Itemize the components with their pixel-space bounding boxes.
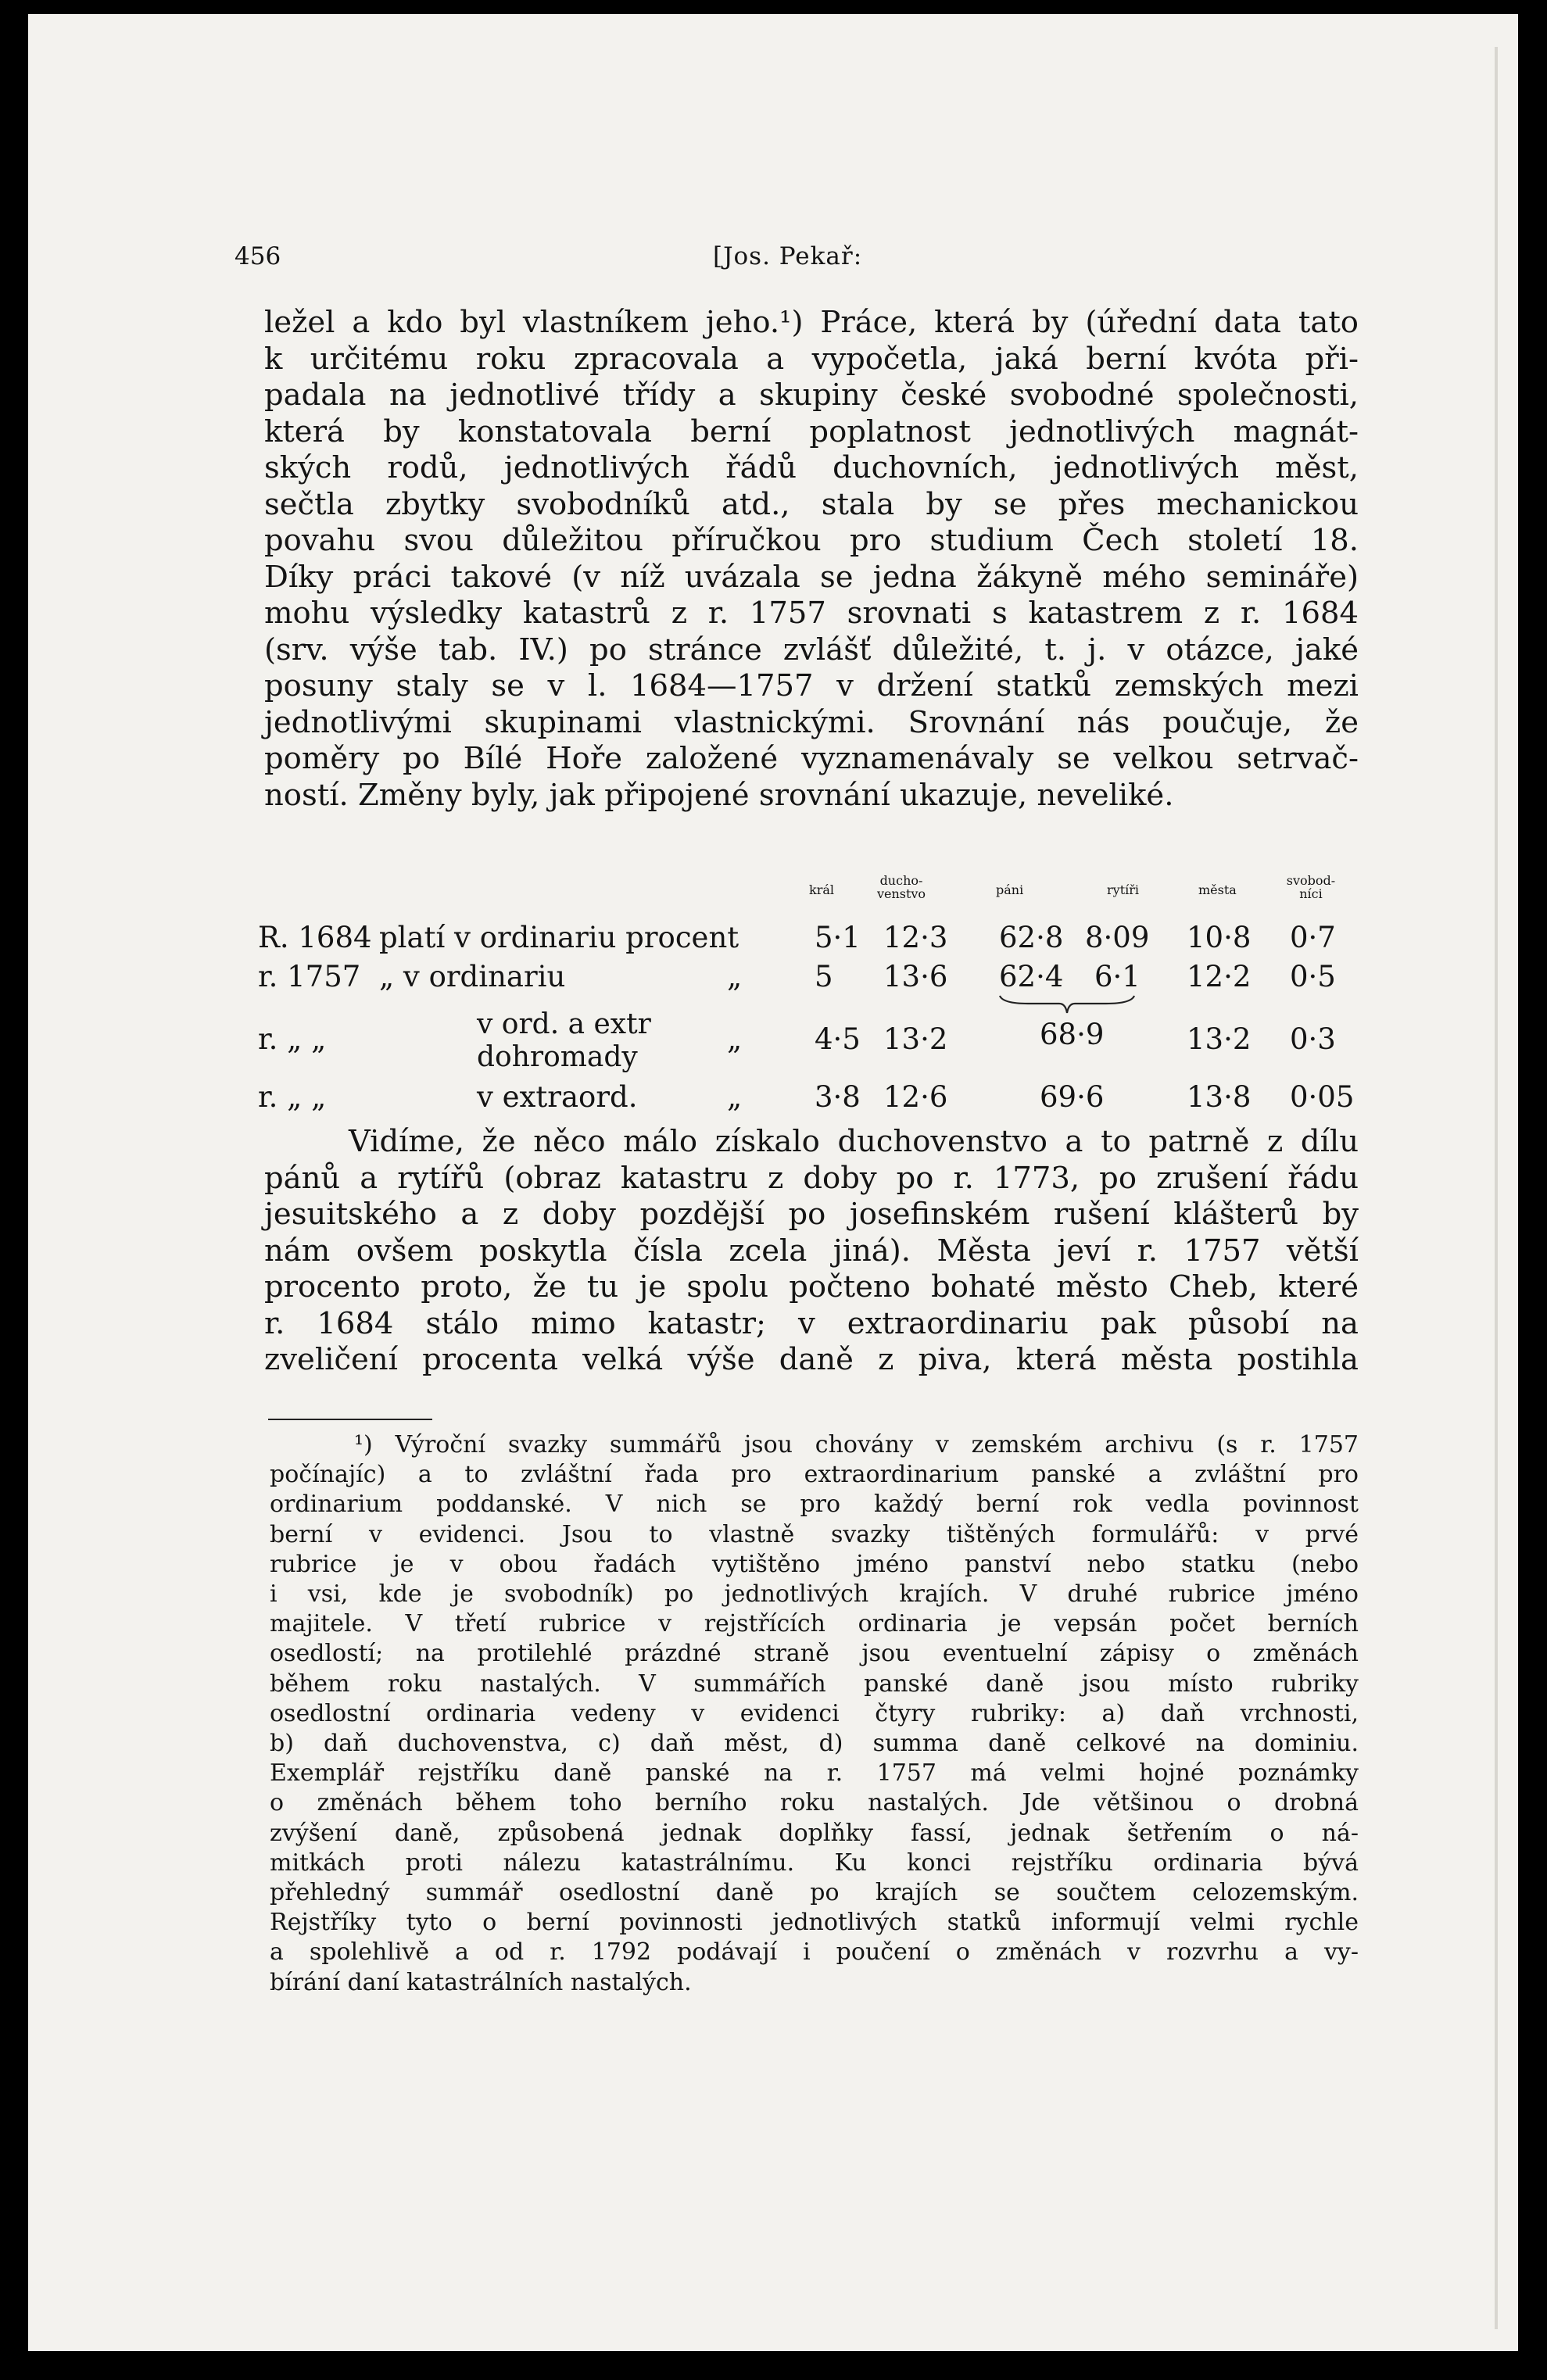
- row-ditto: „: [727, 1080, 743, 1114]
- text-line: povahu svou důležitou příručkou pro studium Čech století 18.: [264, 523, 1359, 558]
- footnote-line: počínajíc) a to zvláštní řada pro extraordinarium panské a zvláštní pro: [270, 1461, 1359, 1489]
- text-line: r. 1684 stálo mimo katastr; v extraordinariu pak působí na: [264, 1305, 1359, 1341]
- col-header-duchovenstvo: ducho-venstvo: [876, 873, 926, 901]
- cell: 3·8: [815, 1080, 861, 1114]
- cell: 0·3: [1290, 1022, 1336, 1056]
- row-label: v extraord.: [477, 1080, 638, 1114]
- page-header: [235, 242, 1352, 274]
- row-ditto: „: [727, 960, 743, 993]
- merge-brace: [997, 993, 1137, 1016]
- row-year: r. „ „: [258, 1022, 327, 1056]
- footnote-line: b) daň duchovenstva, c) daň měst, d) summa daně celkové na dominiu.: [270, 1730, 1359, 1758]
- cell: 10·8: [1187, 921, 1252, 954]
- text-line: pánů a rytířů (obraz katastru z doby po r. 1773, po zrušení řádu: [264, 1160, 1359, 1196]
- text-line: Vidíme, že něco málo získalo duchovenstvo a to patrně z dílu: [349, 1124, 1359, 1159]
- row-year: r. 1757: [258, 960, 361, 993]
- cell: 5·1: [815, 921, 861, 954]
- footnote-line: bírání daní katastrálních nastalých.: [270, 1968, 692, 1996]
- text-line: ských rodů, jednotlivých řádů duchovních, jednotlivých měst,: [264, 450, 1359, 485]
- footnote-line: přehledný summář osedlostní daně po krajích se součtem celozemským.: [270, 1879, 1359, 1907]
- footnote-line: majitele. V třetí rubrice v rejstřících ordinaria je vepsán počet berních: [270, 1610, 1359, 1638]
- table-row: [258, 1008, 1360, 1079]
- cell: 8·09: [1085, 921, 1150, 954]
- row-year: R. 1684: [258, 921, 372, 954]
- footnote-line: i vsi, kde je svobodník) po jednotlivých krajích. V druhé rubrice jméno: [270, 1580, 1359, 1609]
- col-header-pani: páni: [996, 882, 1024, 897]
- table-row: [258, 960, 1360, 994]
- cell: 62·8: [999, 921, 1064, 954]
- text-line: mohu výsledky katastrů z r. 1757 srovnati s katastrem z r. 1684: [264, 596, 1359, 631]
- cell: 13·8: [1187, 1080, 1252, 1114]
- cell: 6·1: [1094, 960, 1141, 993]
- footnote-line: během roku nastalých. V summářích panské daně jsou místo rubriky: [270, 1670, 1359, 1698]
- cell: 0·05: [1290, 1080, 1355, 1114]
- text-line: sečtla zbytky svobodníků atd., stala by se přes mechanickou: [264, 486, 1359, 522]
- footnote-rule: [268, 1419, 432, 1420]
- page-number: 456: [235, 242, 281, 270]
- col-header-rytiri: rytíři: [1107, 882, 1139, 897]
- cell: 4·5: [815, 1022, 861, 1056]
- text-line: ležel a kdo byl vlastníkem jeho.¹) Práce, která by (úřední data tato: [264, 305, 1359, 340]
- page-edge: [1495, 47, 1498, 2329]
- text-line: která by konstatovala berní poplatnost jednotlivých magnát-: [264, 413, 1359, 449]
- row-label: „ v ordinariu: [379, 960, 566, 993]
- col-header-mesta: města: [1198, 882, 1237, 897]
- col-header-svobodnici: svobod-níci: [1286, 873, 1336, 901]
- col-header-kral: král: [809, 882, 834, 897]
- cell: 12·2: [1187, 960, 1252, 993]
- footnote-line: osedlostní ordinaria vedeny v evidenci čtyry rubriky: a) daň vrchnosti,: [270, 1699, 1359, 1727]
- footnote-line: berní v evidenci. Jsou to vlastně svazky tištěných formulářů: v prvé: [270, 1520, 1359, 1548]
- paragraph-2: [264, 1124, 1359, 1379]
- cell: 68·9: [1040, 1018, 1105, 1051]
- cell: 13·2: [1187, 1022, 1252, 1056]
- footnote-line: Exemplář rejstříku daně panské na r. 1757 má velmi hojné poznámky: [270, 1759, 1359, 1788]
- text-line: jesuitského a z doby pozdější po josefinském rušení klášterů by: [264, 1197, 1359, 1232]
- cell: 69·6: [1040, 1080, 1105, 1114]
- cell: 62·4: [999, 960, 1064, 993]
- cell: 0·7: [1290, 921, 1336, 954]
- cell: 12·3: [883, 921, 948, 954]
- text-line: k určitému roku zpracovala a vypočetla, jaká berní kvóta při-: [264, 341, 1359, 377]
- row-label: platí v ordinariu procent: [379, 921, 739, 954]
- cell: 12·6: [883, 1080, 948, 1114]
- row-label: v ord. a extr dohromady: [477, 1008, 651, 1073]
- comparison-table: [258, 860, 1360, 1141]
- footnote-line: Rejstříky tyto o berní povinnosti jednotlivých statků informují velmi rychle: [270, 1909, 1359, 1937]
- footnote-line: osedlostí; na protilehlé prázdné straně jsou eventuelní zápisy o změnách: [270, 1640, 1359, 1668]
- text-line: zveličení procenta velká výše daně z piva, která města postihla: [264, 1342, 1359, 1377]
- footnote-line: ordinarium poddanské. V nich se pro každý berní rok vedla povinnost: [270, 1491, 1359, 1519]
- running-title: [Jos. Pekař:: [713, 242, 863, 270]
- table-row: [258, 921, 1360, 955]
- text-line: jednotlivými skupinami vlastnickými. Srovnání nás poučuje, že: [264, 704, 1359, 740]
- row-ditto: „: [727, 1022, 743, 1056]
- text-line: Díky práci takové (v níž uvázala se jedna žákyně mého semináře): [264, 559, 1359, 595]
- cell: 13·6: [883, 960, 948, 993]
- footnote-line: a spolehlivě a od r. 1792 podávají i poučení o změnách v rozvrhu a vy-: [270, 1938, 1359, 1967]
- cell: 5: [815, 960, 833, 993]
- cell: 13·2: [883, 1022, 948, 1056]
- text-line: ností. Změny byly, jak připojené srovnání ukazuje, neveliké.: [264, 777, 1174, 813]
- footnote-line: rubrice je v obou řadách vytištěno jméno panství nebo statku (nebo: [270, 1550, 1359, 1578]
- cell: 0·5: [1290, 960, 1336, 993]
- text-line: nám ovšem poskytla čísla zcela jiná). Města jeví r. 1757 větší: [264, 1233, 1359, 1269]
- footnote-line: mitkách proti nálezu katastrálnímu. Ku konci rejstříku ordinaria bývá: [270, 1849, 1359, 1877]
- row-year: r. „ „: [258, 1080, 327, 1114]
- paragraph-1: [264, 305, 1359, 814]
- table-row: [258, 1080, 1360, 1115]
- text-line: padala na jednotlivé třídy a skupiny české svobodné společnosti,: [264, 378, 1359, 413]
- footnote-line: o změnách během toho berního roku nastalých. Jde většinou o drobná: [270, 1789, 1359, 1817]
- text-line: posuny staly se v l. 1684—1757 v držení statků zemských mezi: [264, 668, 1359, 703]
- footnote-line: ¹) Výroční svazky summářů jsou chovány v zemském archivu (s r. 1757: [354, 1431, 1359, 1458]
- footnote: [270, 1430, 1359, 1998]
- text-line: procento proto, že tu je spolu počteno bohaté město Cheb, které: [264, 1269, 1359, 1305]
- footnote-line: zvýšení daně, způsobená jednak doplňky fassí, jednak šetřením o ná-: [270, 1819, 1359, 1847]
- text-line: poměry po Bílé Hoře založené vyznamenávaly se velkou setrvač-: [264, 741, 1359, 776]
- text-line: (srv. výše tab. IV.) po stránce zvlášť důležité, t. j. v otázce, jaké: [264, 632, 1359, 667]
